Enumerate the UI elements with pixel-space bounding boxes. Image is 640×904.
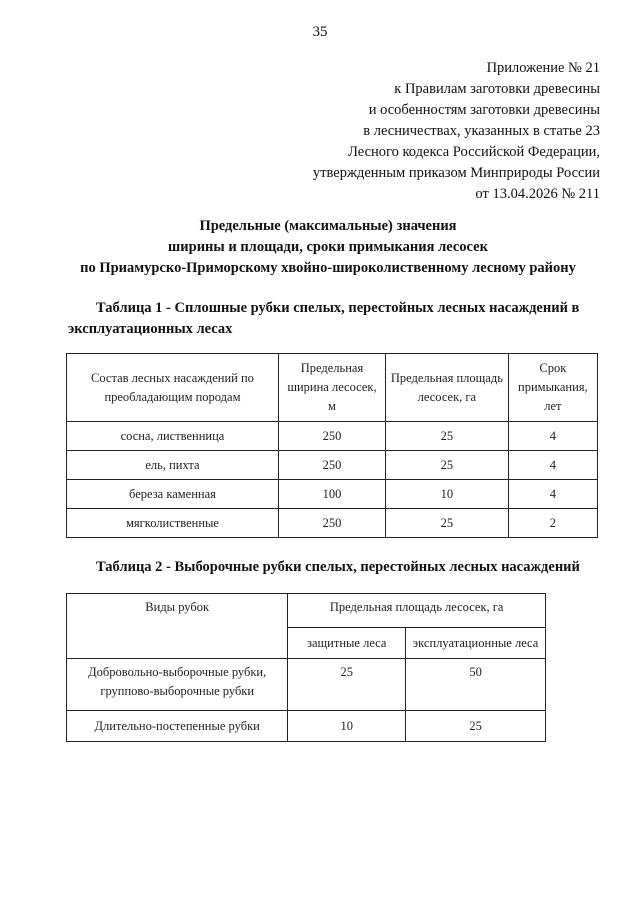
appendix-line: Приложение № 21 bbox=[486, 60, 600, 76]
table-cell: 10 bbox=[288, 711, 406, 742]
table1-header-cell: Предельная ширина лесосек, м bbox=[278, 354, 385, 422]
title-line: ширины и площади, сроки примыкания лесосек bbox=[168, 239, 488, 255]
table2-subheader-cell: эксплуатационные леса bbox=[406, 628, 546, 659]
page-number: 35 bbox=[312, 24, 328, 40]
table-row bbox=[67, 711, 546, 742]
table-cell: 25 bbox=[386, 422, 509, 451]
table-cell: 2 bbox=[508, 509, 597, 538]
table-cell: 4 bbox=[508, 422, 597, 451]
table-cell: сосна, лиственница bbox=[67, 422, 279, 451]
appendix-line: к Правилам заготовки древесины bbox=[394, 81, 600, 97]
table2-header-area: Предельная площадь лесосек, га bbox=[288, 594, 546, 628]
table-cell: береза каменная bbox=[67, 480, 279, 509]
title-line: Предельные (максимальные) значения bbox=[199, 218, 457, 234]
table1 bbox=[66, 353, 598, 538]
table-cell: 10 bbox=[386, 480, 509, 509]
table-cell: 250 bbox=[278, 422, 385, 451]
table2-subheader-cell: защитные леса bbox=[288, 628, 406, 659]
table1-header-cell: Срок примыкания, лет bbox=[508, 354, 597, 422]
appendix-line: Лесного кодекса Российской Федерации, bbox=[348, 144, 600, 160]
table-row bbox=[67, 480, 598, 509]
appendix-line: от 13.04.2026 № 211 bbox=[475, 186, 600, 202]
table2 bbox=[66, 593, 546, 742]
table-cell: 4 bbox=[508, 480, 597, 509]
table-cell: 100 bbox=[278, 480, 385, 509]
table1-header-row bbox=[67, 354, 598, 422]
appendix-line: в лесничествах, указанных в статье 23 bbox=[363, 123, 600, 139]
table-row bbox=[67, 509, 598, 538]
table-cell: ель, пихта bbox=[67, 451, 279, 480]
table-cell: 50 bbox=[406, 659, 546, 711]
table-cell: 25 bbox=[386, 509, 509, 538]
appendix-line: утвержденным приказом Минприроды России bbox=[312, 165, 600, 181]
table-cell: Добровольно-выборочные рубки, группово-выборочные рубки bbox=[67, 659, 288, 711]
table-cell: 25 bbox=[288, 659, 406, 711]
table1-caption: Таблица 1 - Сплошные рубки спелых, перестойных лесных насаждений в эксплуатационных лесах bbox=[68, 300, 580, 337]
table-row bbox=[67, 659, 546, 711]
table-row bbox=[67, 422, 598, 451]
table1-header-cell: Предельная площадь лесосек, га bbox=[386, 354, 509, 422]
table-cell: Длительно-постепенные рубки bbox=[67, 711, 288, 742]
appendix-block bbox=[313, 58, 600, 205]
table-cell: 250 bbox=[278, 451, 385, 480]
table-cell: 250 bbox=[278, 509, 385, 538]
title-line: по Приамурско-Приморскому хвойно-широколиственному лесному району bbox=[80, 260, 576, 276]
table-cell: мягколиственные bbox=[67, 509, 279, 538]
table-cell: 25 bbox=[386, 451, 509, 480]
table-cell: 25 bbox=[406, 711, 546, 742]
table-row bbox=[67, 451, 598, 480]
table2-caption: Таблица 2 - Выборочные рубки спелых, перестойных лесных насаждений bbox=[96, 559, 580, 575]
table1-header-cell: Состав лесных насаждений по преобладающим породам bbox=[67, 354, 279, 422]
appendix-line: и особенностям заготовки древесины bbox=[368, 102, 600, 118]
table2-header-type: Виды рубок bbox=[67, 594, 288, 659]
document-title bbox=[0, 216, 640, 279]
table2-header-row bbox=[67, 594, 546, 628]
table-cell: 4 bbox=[508, 451, 597, 480]
